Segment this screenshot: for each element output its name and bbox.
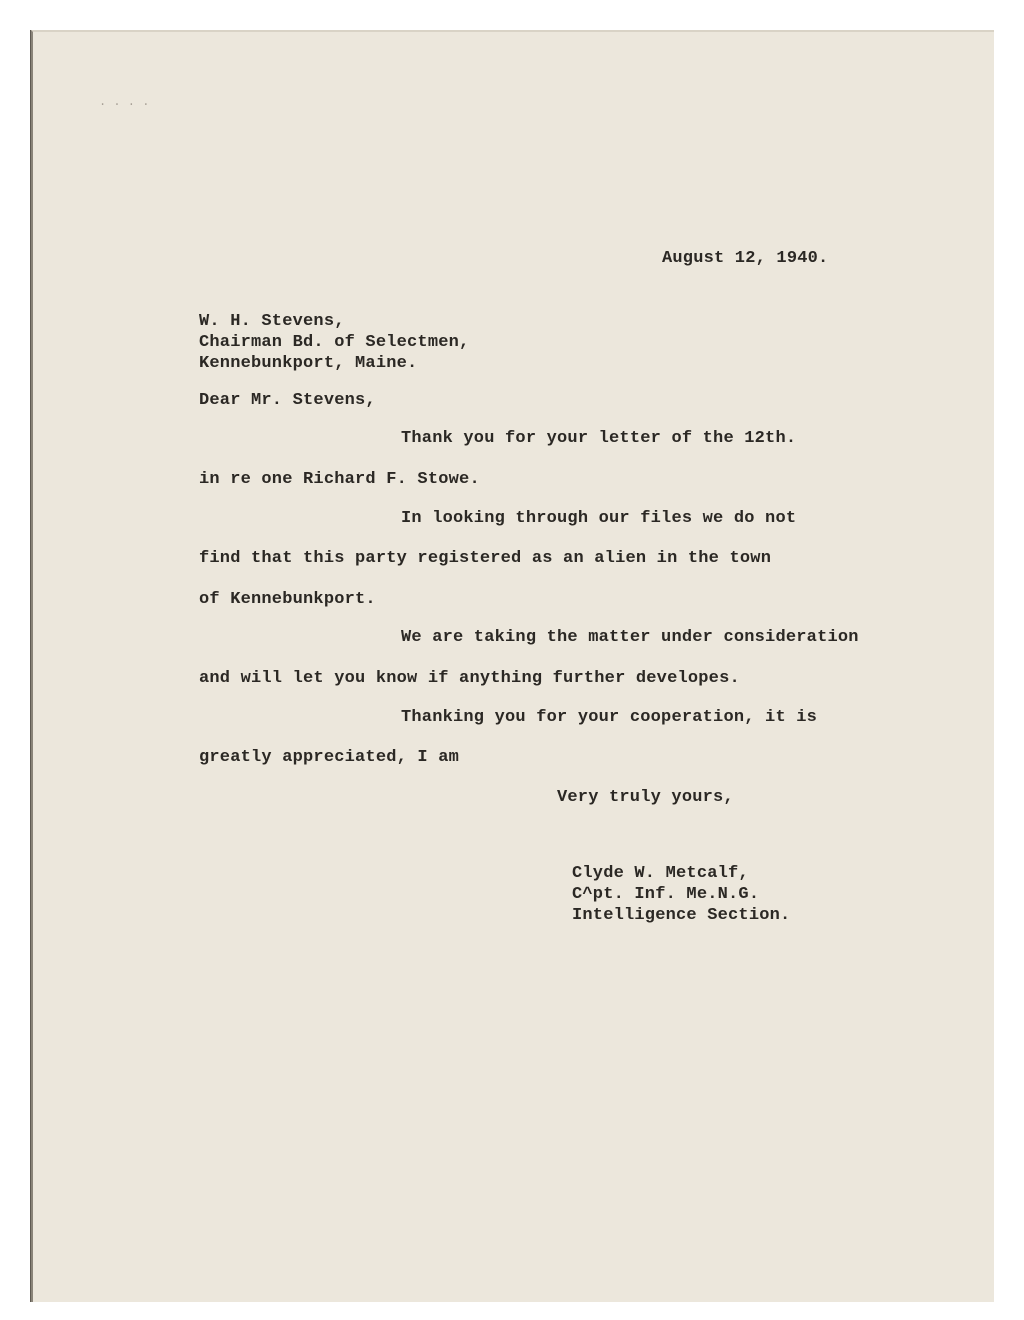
body-line: of Kennebunkport. bbox=[199, 590, 376, 609]
body-line: In looking through our files we do not bbox=[401, 509, 797, 528]
body-line: Thanking you for your cooperation, it is bbox=[401, 708, 818, 727]
signature-name: Clyde W. Metcalf, bbox=[572, 864, 749, 883]
letter-date: August 12, 1940. bbox=[662, 249, 829, 268]
body-line: greatly appreciated, I am bbox=[199, 748, 460, 767]
letter-page bbox=[31, 30, 994, 1302]
recipient-title: Chairman Bd. of Selectmen, bbox=[199, 333, 470, 352]
salutation: Dear Mr. Stevens, bbox=[199, 391, 376, 410]
recipient-location: Kennebunkport, Maine. bbox=[199, 354, 418, 373]
body-line: find that this party registered as an alien in the town bbox=[199, 549, 772, 568]
signature-section: Intelligence Section. bbox=[572, 906, 791, 925]
recipient-name: W. H. Stevens, bbox=[199, 312, 345, 331]
body-line: and will let you know if anything further developes. bbox=[199, 669, 740, 688]
paper-mark: . . . . bbox=[99, 95, 150, 109]
closing: Very truly yours, bbox=[557, 788, 734, 807]
body-line: We are taking the matter under consideration bbox=[401, 628, 859, 647]
body-line: in re one Richard F. Stowe. bbox=[199, 470, 480, 489]
signature-rank: C^pt. Inf. Me.N.G. bbox=[572, 885, 760, 904]
body-line: Thank you for your letter of the 12th. bbox=[401, 429, 797, 448]
